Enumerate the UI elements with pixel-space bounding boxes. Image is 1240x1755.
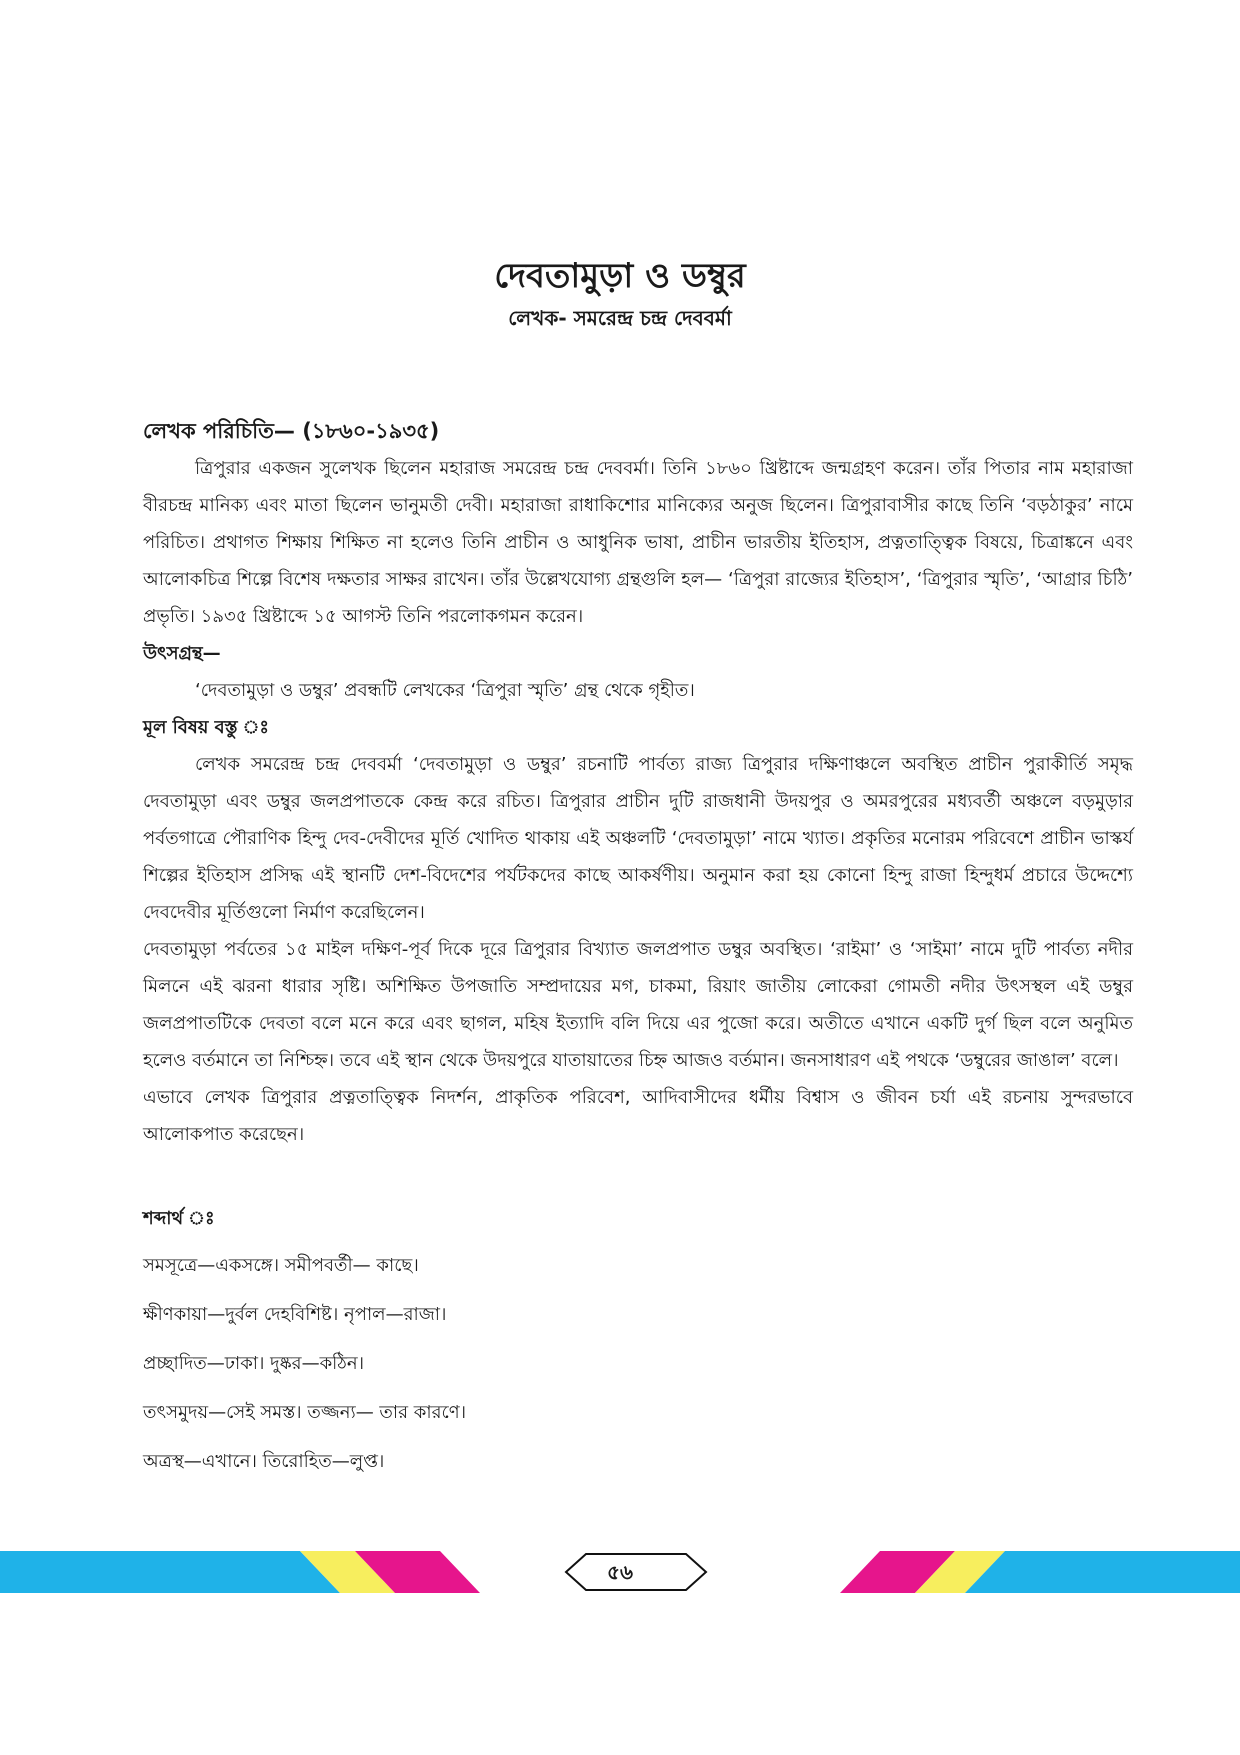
glossary-line: প্রচ্ছাদিত—ঢাকা। দুষ্কর—কঠিন। bbox=[143, 1353, 365, 1374]
main-theme-heading: মূল বিষয় বস্তু ঃ bbox=[143, 717, 270, 738]
glossary-line: সমসূত্রে—একসঙ্গে। সমীপবর্তী— কাছে। bbox=[143, 1255, 419, 1276]
main-theme-paragraph: লেখক সমরেন্দ্র চন্দ্র দেববর্মা ‘দেবতামুড়া ও ডম্বুর’ রচনাটি পার্বত্য রাজ্য ত্রিপুরার দক্ষিণাঞ্চলে অবস্থিত প্রাচীন পুরাকীর্তি সমৃদ্ধ দেবতামুড়া এবং ডম্বুর জলপ্রপাতকে কেন্দ্র করে রচিত। ত্রিপুরার প্রাচীন দুটি রাজধানী উদয়পুর ও অমরপুরের মধ্যবর্তী অঞ্চলে বড়মুড়ার পর্বতগাত্রে পৌরাণিক হিন্দু দেব-দেবীদের মূর্তি খোদিত থাকায় এই অঞ্চলটি ‘দেবতামুড়া’ নামে খ্যাত। প্রকৃতির মনোরম পরিবেশে প্রাচীন ভাস্কর্য শিল্পের ইতিহাস প্রসিদ্ধ এই স্থানটি দেশ-বিদেশের পর্যটকদের কাছে আকর্ষণীয়। অনুমান করা হয় কোনো হিন্দু রাজা হিন্দুধর্ম প্রচারে উদ্দেশ্যে দেবদেবীর মূর্তিগুলো নির্মাণ করেছিলেন। bbox=[143, 754, 1133, 923]
section-spacer bbox=[143, 1153, 1133, 1197]
main-content bbox=[143, 412, 1133, 1486]
author-intro-heading: লেখক পরিচিতি— (১৮৬০-১৯৩৫) bbox=[143, 419, 440, 443]
source-heading: উৎসগ্রন্থ— bbox=[143, 643, 221, 664]
author-intro-paragraph: ত্রিপুরার একজন সুলেখক ছিলেন মহারাজ সমরেন্দ্র চন্দ্র দেববর্মা। তিনি ১৮৬০ খ্রিষ্টাব্দে জন্মগ্রহণ করেন। তাঁর পিতার নাম মহারাজা বীরচন্দ্র মানিক্য এবং মাতা ছিলেন ভানুমতী দেবী। মহারাজা রাধাকিশোর মানিক্যের অনুজ ছিলেন। ত্রিপুরাবাসীর কাছে তিনি ‘বড়ঠাকুর’ নামে পরিচিত। প্রথাগত শিক্ষায় শিক্ষিত না হলেও তিনি প্রাচীন ও আধুনিক ভাষা, প্রাচীন ভারতীয় ইতিহাস, প্রত্নতাত্ত্বিক বিষয়ে, চিত্রাঙ্কনে এবং আলোকচিত্র শিল্পে বিশেষ দক্ষতার সাক্ষর রাখেন। তাঁর উল্লেখযোগ্য গ্রন্থগুলি হল— ‘ত্রিপুরা রাজ্যের ইতিহাস’, ‘ত্রিপুরার স্মৃতি’, ‘আগ্রার চিঠি’ প্রভৃতি। ১৯৩৫ খ্রিষ্টাব্দে ১৫ আগস্ট তিনি পরলোকগমন করেন। bbox=[143, 458, 1133, 627]
main-theme-paragraph: এভাবে লেখক ত্রিপুরার প্রত্নতাত্ত্বিক নিদর্শন, প্রাকৃতিক পরিবেশ, আদিবাসীদের ধর্মীয় বিশ্বাস ও জীবন চর্যা এই রচনায় সুন্দরভাবে আলোকপাত করেছেন। bbox=[143, 1087, 1133, 1145]
page-title: দেবতামুড়া ও ডম্বুর bbox=[494, 256, 746, 296]
page-number: ৫৬ bbox=[607, 1560, 633, 1584]
author-byline: লেখক- সমরেন্দ্র চন্দ্র দেববর্মা bbox=[508, 306, 732, 330]
main-theme-paragraph: দেবতামুড়া পর্বতের ১৫ মাইল দক্ষিণ-পূর্ব দিকে দূরে ত্রিপুরার বিখ্যাত জলপ্রপাত ডম্বুর অবস্থিত। ‘রাইমা’ ও ‘সাইমা’ নামে দুটি পার্বত্য নদীর মিলনে এই ঝরনা ধারার সৃষ্টি। অশিক্ষিত উপজাতি সম্প্রদায়ের মগ, চাকমা, রিয়াং জাতীয় লোকেরা গোমতী নদীর উৎসস্থল এই ডম্বুর জলপ্রপাতটিকে দেবতা বলে মনে করে এবং ছাগল, মহিষ ইত্যাদি বলি দিয়ে এর পুজো করে। অতীতে এখানে একটি দুর্গ ছিল বলে অনুমিত হলেও বর্তমানে তা নিশ্চিহ্ন। তবে এই স্থান থেকে উদয়পুরে যাতায়াতের চিহ্ন আজও বর্তমান। জনসাধারণ এই পথকে ‘ডম্বুরের জাঙাল’ বলে। bbox=[143, 939, 1133, 1071]
source-text: ‘দেবতামুড়া ও ডম্বুর’ প্রবন্ধটি লেখকের ‘ত্রিপুরা স্মৃতি’ গ্রন্থ থেকে গৃহীত। bbox=[195, 680, 695, 701]
glossary-line: ক্ষীণকায়া—দুর্বল দেহবিশিষ্ট। নৃপাল—রাজা। bbox=[143, 1304, 447, 1325]
glossary-heading: শব্দার্থ ঃ bbox=[143, 1208, 215, 1229]
glossary-line: অত্রস্থ—এখানে। তিরোহিত—লুপ্ত। bbox=[143, 1451, 385, 1472]
glossary-line: তৎসমুদয়—সেই সমস্ত। তজ্জন্য— তার কারণে। bbox=[143, 1402, 467, 1423]
